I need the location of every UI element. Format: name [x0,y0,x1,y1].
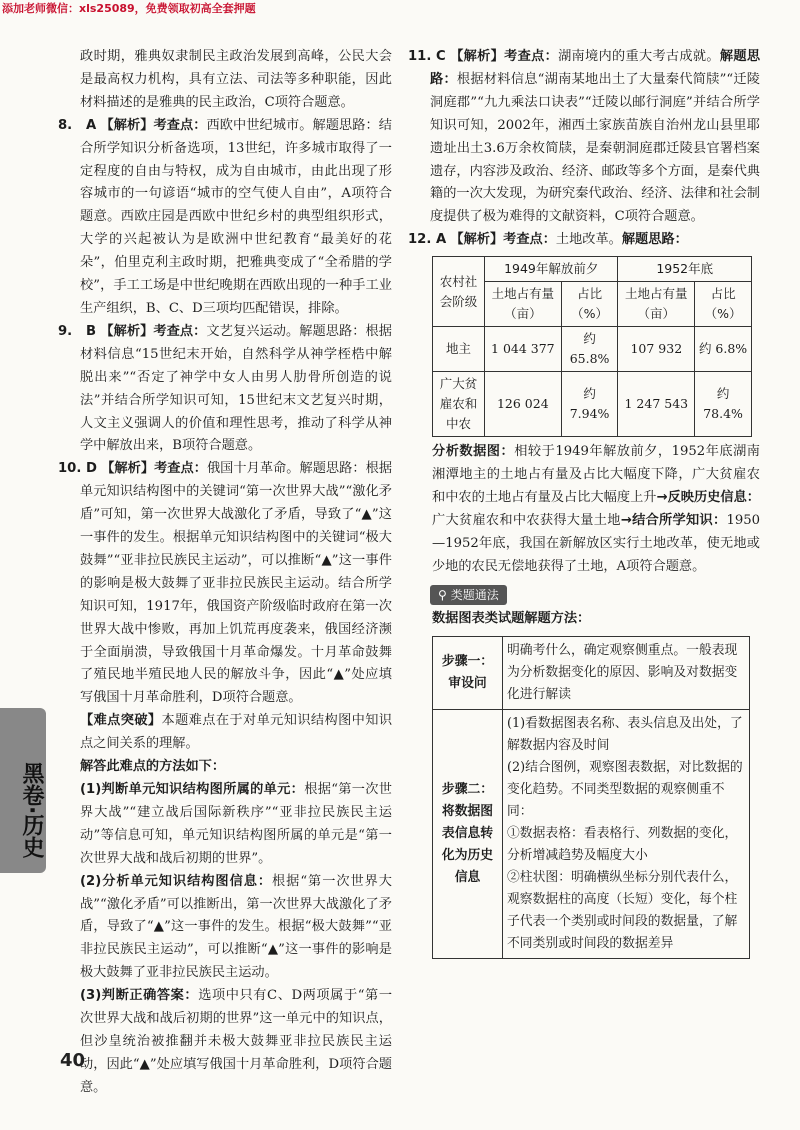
step-body: 根据“第一次世界大战”“激化矛盾”可以推断出，第一次世界大战激化了矛盾，导致了“▲”这一事件的发生。根据“极大鼓舞”“亚非拉民族民主运动”，可以推断“▲”这一事件的影响是极大鼓舞了亚非拉民族民主运动。 [80,873,392,981]
analysis-sublabel: 解题思路： [621,232,688,248]
table-cell: 107 932 [618,327,695,372]
answer-letter: A [86,117,97,133]
method-heading [410,608,760,631]
question-number: 10. [58,461,82,477]
table-cell: 约 65.8% [561,327,618,372]
method-step-content [503,710,750,959]
step-label: (2)分析单元知识结构图信息： [80,873,273,889]
method-row [433,710,750,959]
method-tag [430,585,507,605]
table-period-1: 1949年解放前夕 [485,257,618,282]
table-row [433,372,752,437]
analysis-sublabel: 解题思路： [430,49,761,87]
table-col-amount: 土地占有量（亩） [618,282,695,327]
promo-banner: 添加老师微信：xls25089，免费领取初高全套押题 [2,2,256,15]
step-label: (3)判断正确答案： [80,988,199,1004]
table-col-ratio: 占比（%） [695,282,752,327]
method-step-1 [60,779,392,871]
step-label: (1)判断单元知识结构图所属的单元： [80,782,305,797]
method-tag-label: 类题通法 [450,587,499,602]
right-column [410,46,760,959]
method-step-2 [60,871,392,986]
answer-9 [60,321,392,458]
method-title-text: 解答此难点的方法如下： [80,759,226,775]
answer-body: 湖南境内的重大考古成就。 [558,49,720,64]
step-body: 根据“第一次世界大战”“建立战后国际新秩序”“亚非拉民族民主运动”等信息可知，单元知识结构图所属的单元是“第一次世界大战和战后初期的世界”。 [80,782,392,866]
table-corner: 农村社会阶级 [433,257,485,327]
difficulty-breakthrough [60,710,392,756]
difficulty-body: 本题难点在于对单元知识结构图中知识点之间关系的理解。 [80,713,393,752]
answer-body: 土地改革。 [555,232,622,248]
method-heading-text: 数据图表类试题解题方法： [432,610,591,626]
analysis-tag: 【解析】考查点： [100,117,207,133]
table-row [433,327,752,372]
analysis-tag: 【解析】考查点： [450,232,556,248]
method-step-3 [60,985,392,1100]
chain-label: →反映历史信息： [656,489,760,505]
table-col-amount: 土地占有量（亩） [485,282,562,327]
method-point: ②柱状图：明确横纵坐标分别代表什么，观察数据柱的高度（长短）变化，每个柱子代表一个类别或时间段的数据量，了解不同类别或时间段的数据差异 [507,870,738,952]
answer-body: 西欧中世纪城市。解题思路：结合所学知识分析备选项，13世纪，许多城市取得了一定程度的自由与特权，成为自由城市，由此出现了形容城市的一句谚语“城市的空气使人自由”，A项符合题意。西欧庄园是西欧中世纪乡村的典型组织形式，大学的兴起被认为是欧洲中世纪教育“最美好的花朵”，伯里克利主政时期，把雅典变成了“全希腊的学校”，手工工场是中世纪晚期在西欧出现的一种手工业生产组织，B、C、D三项均匹配错误，排除。 [80,117,392,316]
chain-label: →结合所学知识： [620,512,727,528]
chain-body: 1950—1952年底，我国在新解放区实行土地改革，使无地或少地的农民无偿地获得了土地，A项符合题意。 [432,512,760,574]
method-step-label: 步骤二：将数据图表信息转化为历史信息 [433,710,503,959]
question-number: 12. [408,232,432,248]
land-data-table [432,256,752,437]
method-point: ①数据表格：看表格行、列数据的变化，分析增减趋势及幅度大小 [507,826,738,864]
table-cell: 地主 [433,327,485,372]
answer-11 [410,46,760,229]
table-cell: 约 78.4% [695,372,752,437]
answer-7-continued: 政时期，雅典奴隶制民主政治发展到高峰，公民大会是最高权力机构，具有立法、司法等多种职能，因此材料描述的是雅典的民主政治，C项符合题意。 [80,49,392,110]
table-period-2: 1952年底 [618,257,752,282]
method-table [432,636,750,959]
table-cell: 约 7.94% [561,372,618,437]
analysis-tag: 【解析】考查点： [450,49,559,64]
method-row [433,637,750,710]
answer-letter: D [86,461,97,477]
analysis-tag: 【解析】考查点： [101,461,207,477]
method-title [60,756,392,779]
table-col-ratio: 占比（%） [561,282,618,327]
answer-10 [60,458,392,710]
chain-body: 相较于1949年解放前夕，1952年底湖南湘潭地主的土地占有量及占比大幅度下降，广大贫雇农和中农的土地占有量及占比大幅度上升 [432,444,760,505]
question-number: 11. [408,49,432,64]
difficulty-label: 【难点突破】 [80,713,162,729]
table-cell: 广大贫雇农和中农 [433,372,485,437]
table-cell: 126 024 [485,372,562,437]
table-cell: 1 247 543 [618,372,695,437]
chain-label: 分析数据图： [432,444,515,460]
page-number: 40 [60,1050,86,1071]
question-number: 8. [58,117,73,133]
answer-body: 根据材料信息“湖南某地出土了大量秦代简牍”“迁陵洞庭郡”“九九乘法口诀表”“迁陵以邮行洞庭”并结合所学知识可知，2002年，湘西土家族苗族自治州龙山县里耶遗址出土3.6万余枚简牍，是秦朝洞庭郡迁陵县官署档案遗存，内容涉及政治、经济、邮政等多个方面，是秦代典籍的一次大发现，为研究秦代政治、经济、法律和社会制度提供了极为难得的文献资料，C项符合题意。 [430,71,760,225]
answer-12 [410,229,760,252]
table-cell: 1 044 377 [485,327,562,372]
question-number: 9. [58,323,73,339]
method-point: (2)结合图例，观察图表数据，对比数据的变化趋势。不同类型数据的观察侧重不同： [507,760,743,820]
analysis-tag: 【解析】考查点： [100,323,207,339]
step-body: 选项中只有C、D两项属于“第一次世界大战和战后初期的世界”这一单元中的知识点，但沙皇统治被推翻并未极大鼓舞亚非拉民族民主运动，因此“▲”处应填写俄国十月革命胜利，D项符合题意。 [80,988,393,1095]
answer-body: 俄国十月革命。解题思路：根据单元知识结构图中的关键词“第一次世界大战”“激化矛盾”可知，第一次世界大战激化了矛盾，导致了“▲”这一事件的发生。根据单元知识结构图中的关键词“极大鼓舞”“亚非拉民族民主运动”，可以推断“▲”这一事件的影响是极大鼓舞了亚非拉民族民主运动。结合所学知识可知，1917年，俄国资产阶级临时政府在第一次世界大战中惨败，再加上饥荒再度袭来，俄国经济濒于全面崩溃，导致俄国十月革命爆发。十月革命鼓舞了殖民地半殖民地人民的解放斗争，因此“▲”处应填写俄国十月革命胜利，D项符合题意。 [80,461,393,706]
answer-letter: A [436,232,447,248]
key-icon: ⚲ [438,587,447,602]
table-cell: 约 6.8% [695,327,752,372]
analysis-chain [410,441,760,578]
method-step-content: 明确考什么，确定观察侧重点。一般表现为分析数据变化的原因、影响及对数据变化进行解读 [503,637,750,710]
method-point: (1)看数据图表名称、表头信息及出处，了解数据内容及时间 [507,716,743,754]
answer-letter: B [86,323,97,339]
answer-8 [60,115,392,321]
answer-letter: C [436,49,446,64]
chain-body: 广大贫雇农和中农获得大量土地 [432,512,621,528]
answer-body: 文艺复兴运动。解题思路：根据材料信息“15世纪末开始，自然科学从神学桎梏中解脱出来”“否定了神学中女人由男人肋骨所创造的说法”并结合所学知识可知，15世纪末文艺复兴时期，人文主义强调人的价值和理性思考，推动了科学从神学中解放出来，B项符合题意。 [80,323,392,454]
subject-side-tab: 黑卷·历史 [0,708,46,873]
left-column [60,46,392,1100]
method-step-label: 步骤一：审设问 [433,637,503,710]
